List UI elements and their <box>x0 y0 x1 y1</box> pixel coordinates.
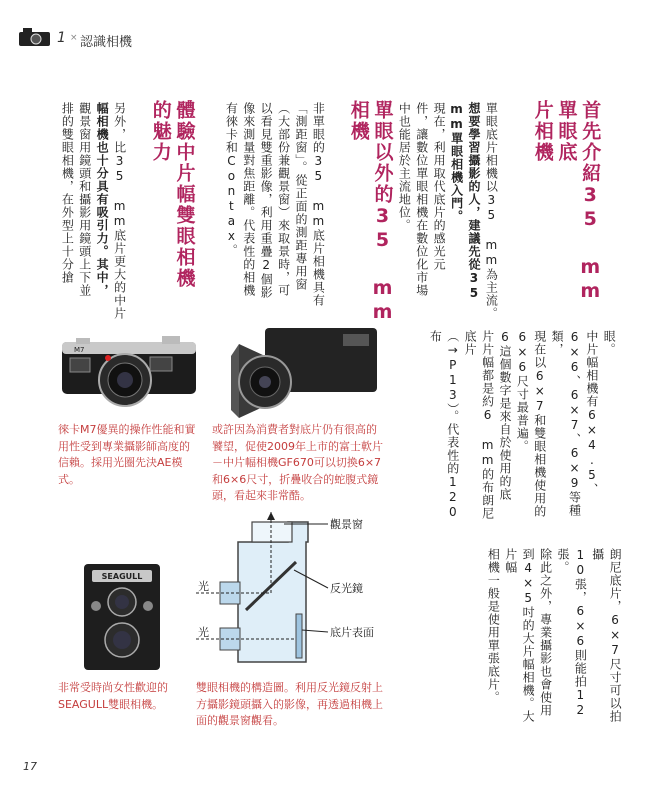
page-number: 17 <box>23 760 37 773</box>
heading-line: 單眼以外的35 mm相機 <box>347 100 394 325</box>
text-line: 中片幅相機有6×4.5、 <box>584 330 599 496</box>
caption-diagram: 雙眼相機的構造圖。利用反光鏡反射上方攝影鏡頭攝入的影像，再透過相機上面的觀景窗觀看。 <box>196 681 383 727</box>
leica-m7-photo <box>58 328 200 418</box>
section2-body <box>222 102 326 327</box>
text-line: 以看見雙重影像，利用重疊2個影 <box>259 102 274 299</box>
leica-model-label: M7 <box>74 346 85 354</box>
text-line: 件，讓數位單眼相機在數位化市場 <box>414 102 429 297</box>
text-line: （大部份兼觀景窗）來取景時，可 <box>276 102 291 297</box>
text-line: 現在以6×7和雙眼相機使用的 <box>532 330 547 518</box>
text-line: 非單眼的35 mm底片相機具有 <box>311 102 326 307</box>
chapter-camera-icon <box>18 27 52 47</box>
text-line: 觀景窗用鏡頭和攝影用鏡頭上下並 <box>77 102 92 297</box>
text-line: 朗尼底片，6×7尺寸可以拍攝 <box>590 548 623 723</box>
text-line: 有徠卡和Contax。 <box>224 102 239 257</box>
seagull-brand-label: SEAGULL <box>101 572 143 581</box>
text-line: 相機一般是使用單張底片。 <box>486 548 501 704</box>
label-mirror: 反光鏡 <box>330 582 363 595</box>
section5-body <box>484 548 623 733</box>
heading-line: 首先介紹35 mm單眼底 <box>555 100 602 304</box>
heading-line: 片相機 <box>531 100 554 163</box>
label-viewfinder: 觀景窗 <box>330 518 363 531</box>
text-line: 6×6尺寸最普遍。 <box>515 330 530 453</box>
heading-line: 的魅力 <box>149 100 172 163</box>
text-line: 中也能居於主流地位。 <box>397 102 412 232</box>
text-line: 「測距窗」。從正面的測距專用窗 <box>293 102 308 291</box>
section1-body <box>395 102 499 327</box>
text-line: 單眼底片相機以35 mm為主流。 <box>484 102 499 320</box>
seagull-tlr-photo <box>82 560 162 672</box>
text-line: 像來測量對焦距離。代表性的相機 <box>241 102 256 297</box>
text-line: mm單眼相機入門。 <box>449 102 464 223</box>
section3-body <box>58 102 128 327</box>
text-line: 6×6、6×7、6×9等種類， <box>550 330 582 517</box>
caption-seagull: 非常受時尚女性歡迎的SEAGULL雙眼相機。 <box>58 681 168 711</box>
text-line: 想要學習攝影的人，建議先從35 <box>466 102 481 301</box>
label-light-lower: 光 <box>198 626 209 639</box>
text-line: 6這個數字是來自於使用的底 <box>497 330 512 501</box>
chapter-separator: × <box>70 33 78 43</box>
heading-line: 體驗中片幅雙眼相機 <box>173 100 196 289</box>
section3-heading <box>148 100 196 325</box>
section4-body <box>426 330 617 530</box>
section2-heading <box>346 100 394 325</box>
fuji-gf670-photo <box>225 322 385 422</box>
text-line: 片片幅都是約6 mm的布朗尼底片 <box>463 330 495 520</box>
text-line: 眼。 <box>602 330 617 356</box>
text-line: 幅相機也十分具有吸引力。其中， <box>95 102 110 297</box>
label-film-surface: 底片表面 <box>330 626 374 639</box>
tlr-structure-diagram <box>196 512 408 672</box>
caption-fuji: 或許因為消費者對底片仍有很高的饕望，促使2009年上市的富士軟片－中片幅相機GF670可以切換6×7和6×6尺寸，折疊收合的蛇腹式鏡頭，看起來非常酷。 <box>212 423 383 502</box>
caption-leica: 徠卡M7優異的操作性能和實用性受到專業攝影師高度的信賴。採用光圈先決AE模式。 <box>58 423 196 486</box>
text-line: 10張，6×6則能拍12張。 <box>555 548 588 718</box>
text-line: 除此之外，專業攝影也會使用 <box>538 548 553 717</box>
label-light-upper: 光 <box>198 580 209 593</box>
chapter-title: 認識相機 <box>80 35 133 50</box>
chapter-number: 1 <box>57 30 66 46</box>
text-line: 排的雙眼相機，在外型上十分搶 <box>60 102 75 284</box>
text-line: （→P13）。代表性的120布 <box>428 330 460 520</box>
section1-heading <box>530 100 601 320</box>
text-line: 另外，比35 mm底片更大的中片 <box>112 102 127 320</box>
text-line: 到4×5吋的大片幅相機。大片幅 <box>503 548 536 723</box>
text-line: 現在，利用取代底片的感光元 <box>432 102 447 271</box>
